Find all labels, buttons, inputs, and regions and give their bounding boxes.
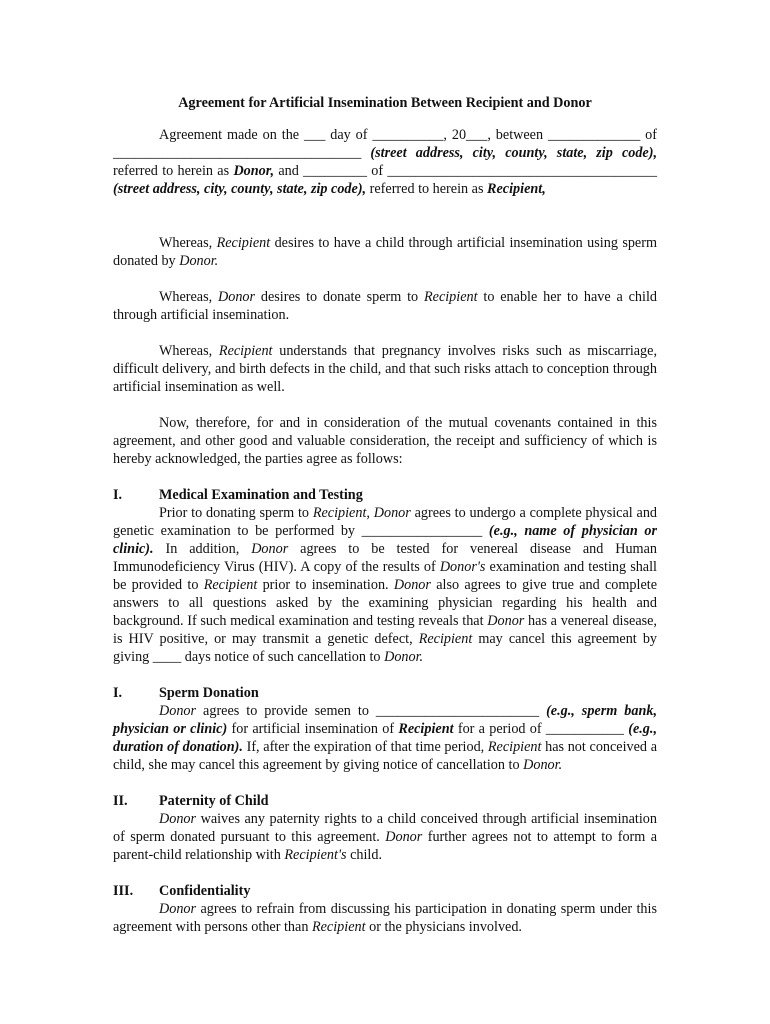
document-body: [113, 94, 657, 954]
section-number: I.: [113, 487, 123, 503]
section-number: III.: [113, 883, 134, 899]
section-number: I.: [113, 685, 123, 701]
section-medical-examination: [113, 486, 657, 666]
section-confidentiality: [113, 882, 657, 936]
intro-paragraph: Agreement made on the ___ day of __________, 20___, between _____________ of ___________________________________ (street address, city, county, state, zip code), referred to herein as Donor, and _________ of ______________________________________ (street address, city, county, state, zip code), referred to herein as Recipient,: [113, 127, 657, 197]
whereas-paragraph-1: Whereas, Recipient desires to have a child through artificial insemination using sperm donated by Donor.: [113, 235, 657, 269]
section-body: Prior to donating sperm to Recipient, Donor agrees to undergo a complete physical and genetic examination to be performed by _________________ (e.g., name of physician or clinic). In addition, Donor agrees to be tested for venereal disease and Human Immunodeficiency Virus (HIV). A copy of the results of Donor's examination and testing shall be provided to Recipient prior to insemination. Donor also agrees to give true and complete answers to all questions asked by the examining physician regarding his health and background. If such medical examination and testing reveals that Donor has a venereal disease, is HIV positive, or may transmit a genetic defect, Recipient may cancel this agreement by giving ____ days notice of such cancellation to Donor.: [113, 505, 658, 665]
section-heading: Paternity of Child: [159, 793, 269, 809]
section-heading: Confidentiality: [159, 883, 251, 899]
whereas-paragraph-2: Whereas, Donor desires to donate sperm to Recipient to enable her to have a child through artificial insemination.: [113, 289, 657, 323]
section-sperm-donation: [113, 684, 657, 774]
document-title: Agreement for Artificial Insemination Between Recipient and Donor: [178, 95, 592, 111]
section-body: Donor agrees to refrain from discussing his participation in donating sperm under this agreement with persons other than Recipient or the physicians involved.: [113, 901, 657, 935]
section-body: Donor agrees to provide semen to _______________________ (e.g., sperm bank, physician or clinic) for artificial insemination of Recipient for a period of ___________ (e.g., duration of donation). If, after the expiration of that time period, Recipient has not conceived a child, she may cancel this agreement by giving notice of cancellation to Donor.: [113, 703, 657, 773]
now-therefore-paragraph: Now, therefore, for and in consideration of the mutual covenants contained in this agreement, and other good and valuable consideration, the receipt and sufficiency of which is hereby acknowledged, the parties agree as follows:: [113, 415, 657, 467]
whereas-paragraph-3: Whereas, Recipient understands that pregnancy involves risks such as miscarriage, difficult delivery, and birth defects in the child, and that such risks attach to conception through artificial insemination as well.: [113, 343, 657, 395]
section-heading: Sperm Donation: [159, 685, 259, 701]
section-number: II.: [113, 793, 128, 809]
section-paternity: [113, 792, 657, 864]
section-heading: Medical Examination and Testing: [159, 487, 363, 503]
section-body: Donor waives any paternity rights to a child conceived through artificial insemination of sperm donated pursuant to this agreement. Donor further agrees not to attempt to form a parent-child relationship with Recipient's child.: [113, 811, 657, 863]
